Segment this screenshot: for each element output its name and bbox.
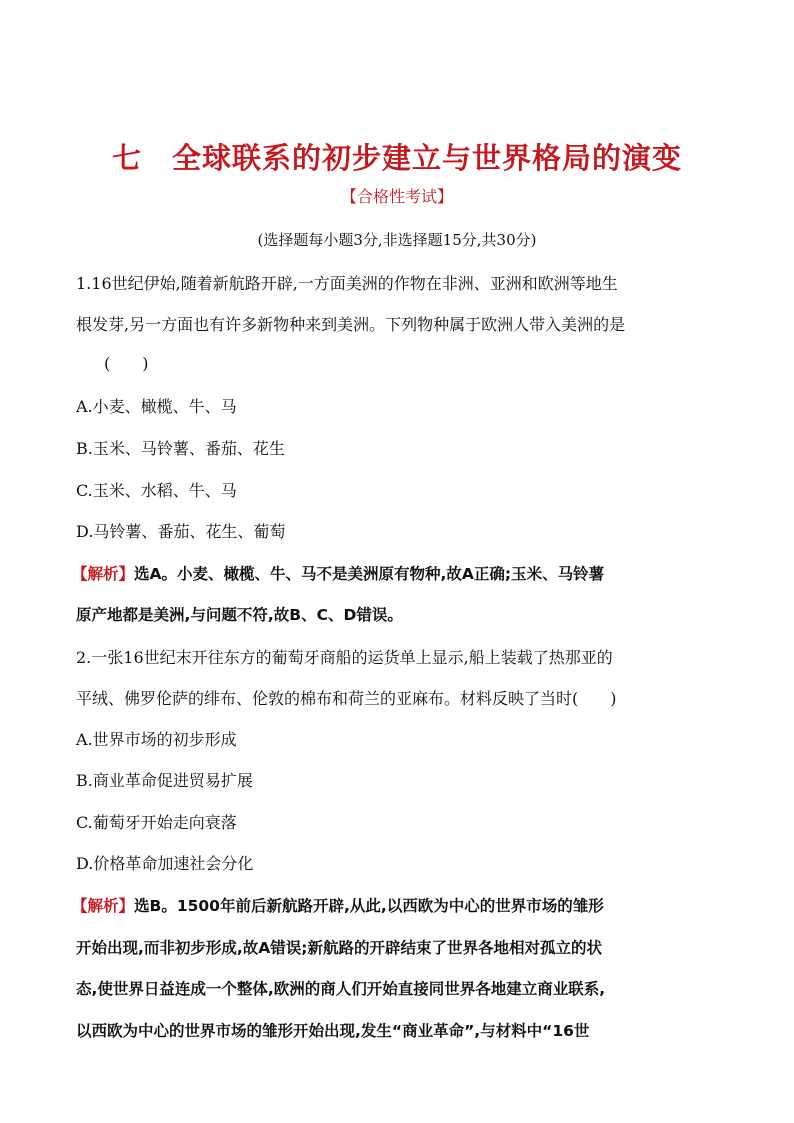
q1-stem-line-2: 根发芽,另一方面也有许多新物种来到美洲。下列物种属于欧洲人带入美洲的是 [76,315,626,334]
q2-analysis-line-2: 开始出现,而非初步形成,故A错误;新航路的开辟结束了世界各地相对孤立的状 [76,939,602,957]
q1-analysis-line-1 [72,561,722,587]
q1-option-d: D.马铃薯、番茄、花生、葡萄 [76,522,286,541]
q1-analysis-tag: 【解析】 [72,565,135,583]
q1-answer-blank: ( ) [104,354,149,373]
scoring-note: (选择题每小题3分,非选择题15分,共30分) [257,231,537,249]
section-subtitle: 【合格性考试】 [340,187,453,206]
q2-option-b: B.商业革命促进贸易扩展 [76,771,253,790]
q1-option-c: C.玉米、水稻、牛、马 [76,481,237,500]
q2-analysis-line-3: 态,使世界日益连成一个整体,欧洲的商人们开始直接同世界各地建立商业联系, [76,980,606,998]
q2-stem-line-2: 平绒、佛罗伦萨的绯布、伦敦的棉布和荷兰的亚麻布。材料反映了当时( ) [76,689,617,708]
q2-analysis-tag: 【解析】 [72,897,135,915]
q2-analysis-line-1 [72,893,722,919]
q1-stem-line-1: 1.16世纪伊始,随着新航路开辟,一方面美洲的作物在非洲、亚洲和欧洲等地生 [76,274,618,293]
q2-option-a: A.世界市场的初步形成 [76,730,237,749]
q1-option-a: A.小麦、橄榄、牛、马 [76,397,237,416]
page-title: 七 全球联系的初步建立与世界格局的演变 [111,141,682,175]
q2-option-d: D.价格革命加速社会分化 [76,854,254,873]
q1-analysis-text-1: 选A。小麦、橄榄、牛、马不是美洲原有物种,故A正确;玉米、马铃薯 [134,565,605,583]
q1-analysis-line-2: 原产地都是美洲,与问题不符,故B、C、D错误。 [76,606,403,624]
q2-stem-line-1: 2.一张16世纪末开往东方的葡萄牙商船的运货单上显示,船上装载了热那亚的 [76,648,613,667]
q2-analysis-line-4: 以西欧为中心的世界市场的雏形开始出现,发生“商业革命”,与材料中“16世 [76,1022,590,1040]
q2-option-c: C.葡萄牙开始走向衰落 [76,813,237,832]
q1-option-b: B.玉米、马铃薯、番茄、花生 [76,439,285,458]
q2-analysis-text-1: 选B。1500年前后新航路开辟,从此,以西欧为中心的世界市场的雏形 [134,897,604,915]
